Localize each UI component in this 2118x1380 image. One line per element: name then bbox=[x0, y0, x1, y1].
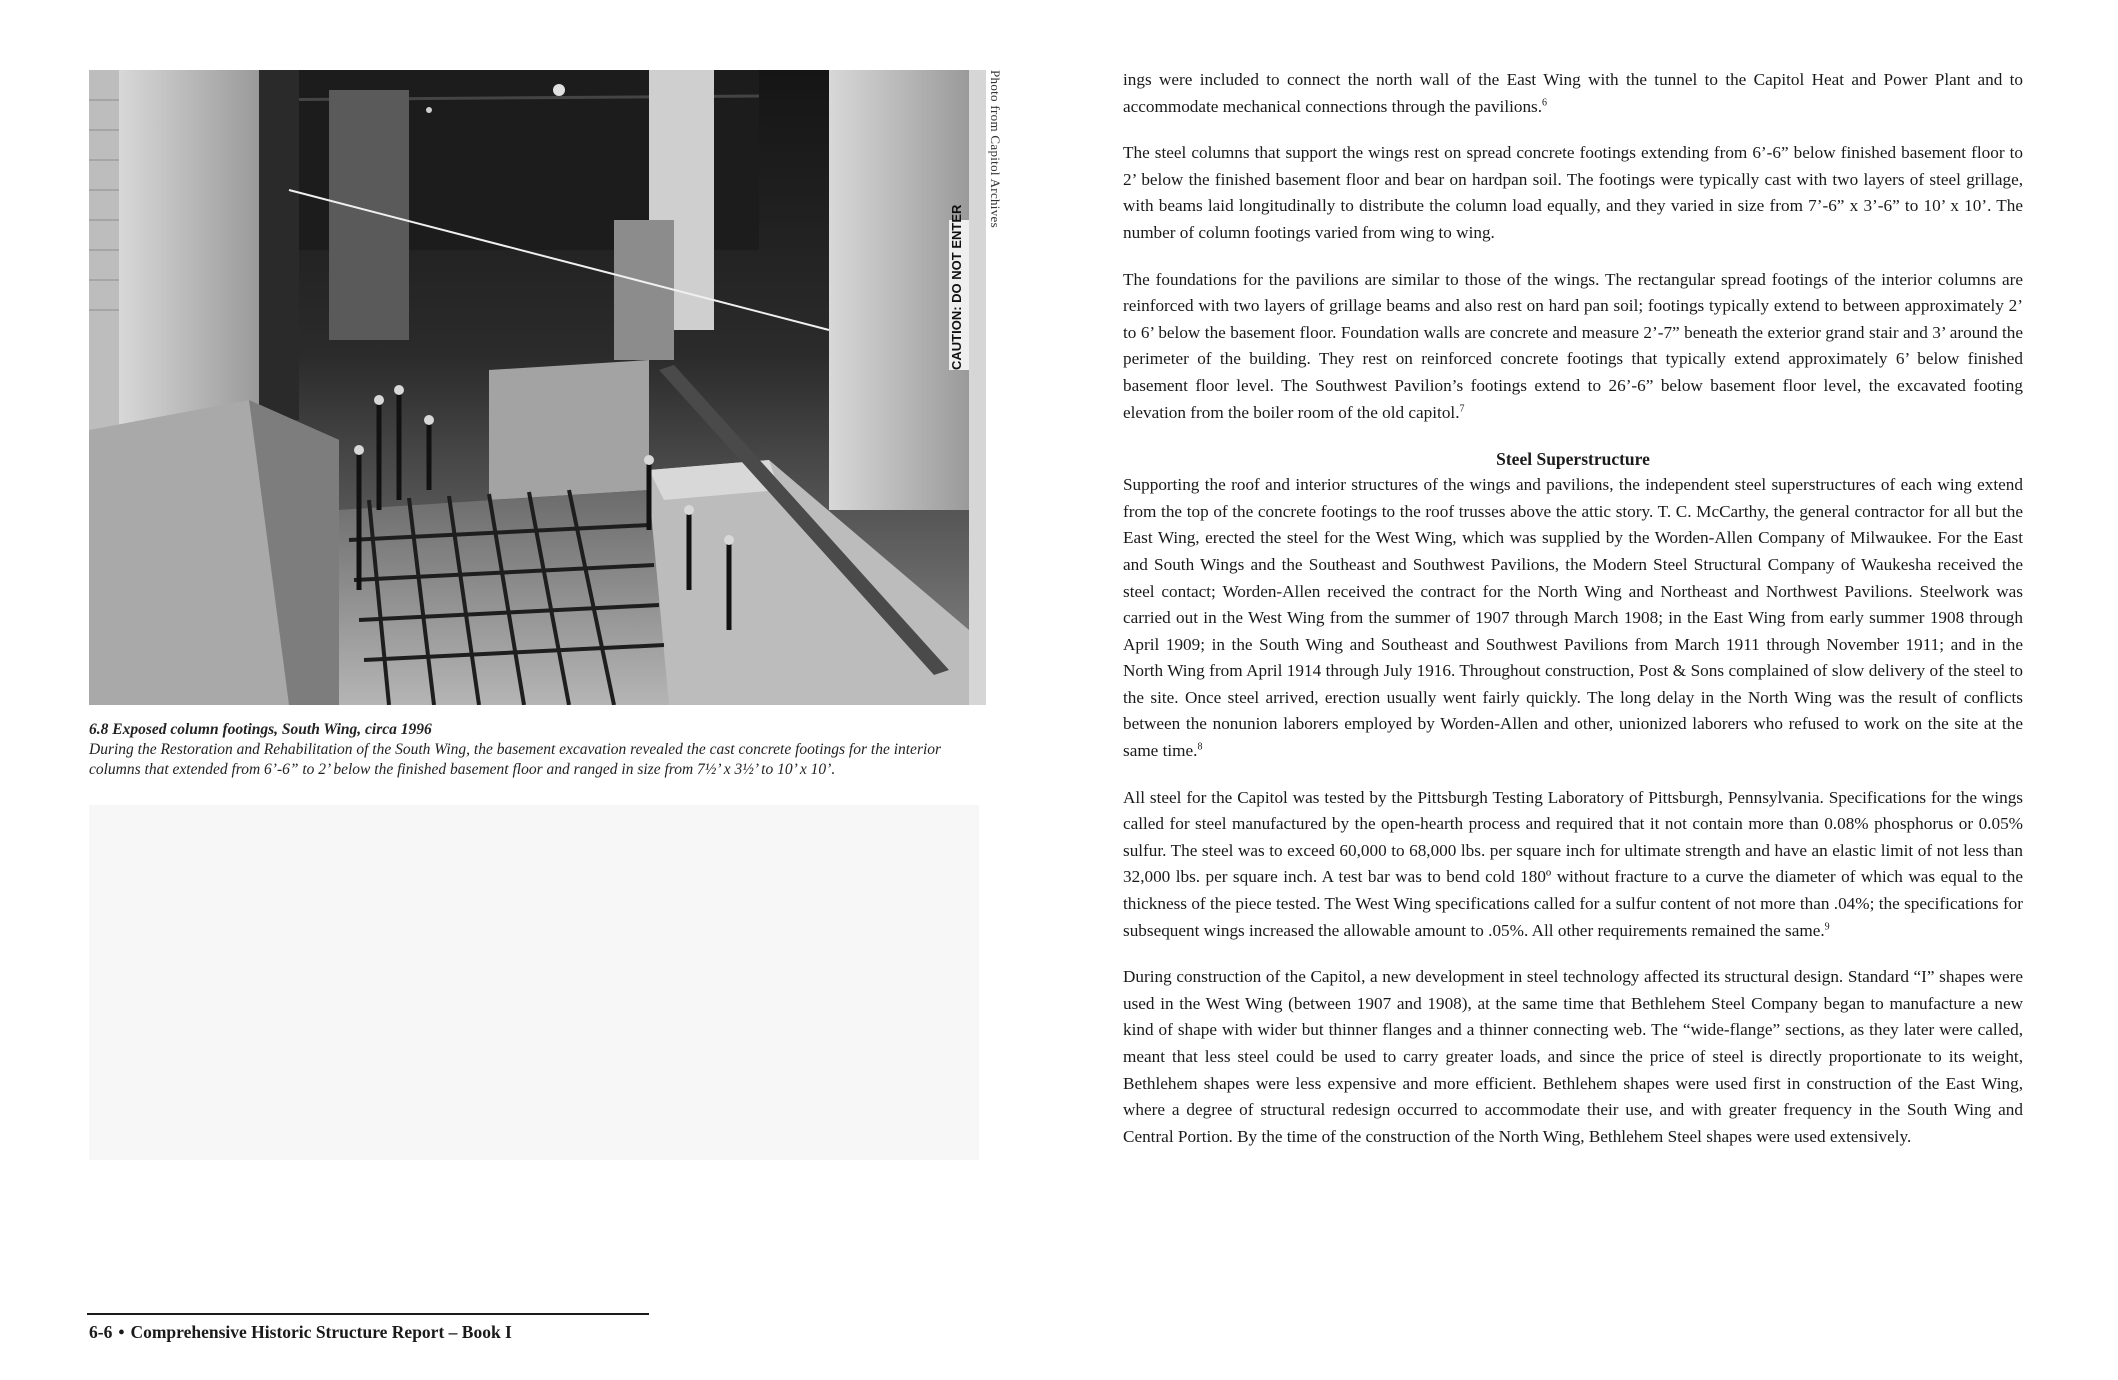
footer-rule bbox=[87, 1313, 649, 1315]
page-footer bbox=[89, 1321, 689, 1343]
caption-title: 6.8 Exposed column footings, South Wing, circa 1996 bbox=[89, 721, 432, 738]
paragraph-2-text: The steel columns that support the wings rest on spread concrete footings extending from 6’-6” below finished basement floor to 2’ below the finished basement floor and bear on hardpan soil. The footings were typically cast with two layers of steel grillage, with beams laid longitudinally to distribute the column load equally, and they varied in size from 7’-6” x 3’-6” to 10’ x 10’. The number of column footings varied from wing to wing. bbox=[1123, 143, 2023, 242]
section-heading: Steel Superstructure bbox=[1496, 449, 1650, 470]
paragraph-1 bbox=[1123, 67, 2023, 120]
body-text bbox=[1123, 67, 2023, 1170]
paragraph-6 bbox=[1123, 964, 2023, 1150]
page-number: 6-6 bbox=[89, 1322, 113, 1342]
caution-sign-text: CAUTION: DO NOT ENTER bbox=[949, 204, 964, 370]
paragraph-4 bbox=[1123, 472, 2023, 765]
footnote-7: 7 bbox=[1459, 402, 1465, 414]
paragraph-4-text: Supporting the roof and interior structures of the wings and pavilions, the independent steel superstructures of each wing extend from the top of the concrete footings to the roof trusses above the attic story. T. C. McCarthy, the general contractor for all but the East Wing, erected the steel for the West Wing, which was supplied by the Worden-Allen Company of Milwaukee. For the East and South Wings and the Southeast and Southwest Pavilions, the Modern Steel Structural Company of Waukesha received the steel contact; Worden-Allen received the contract for the North Wing and Northeast and Northwest Pavilions. Steelwork was carried out in the West Wing from the summer of 1907 through March 1908; in the East Wing from early summer 1908 through April 1909; in the South Wing and Southeast and Southwest Pavilions from March 1911 through November 1911; and in the North Wing from April 1914 through July 1916. Throughout construction, Post & Sons complained of slow delivery of the steel to the site. Once steel arrived, erection usually went fairly quickly. The long delay in the North Wing was the result of conflicts between the nonunion laborers employed by Worden-Allen and other, unionized laborers who refused to work on the site at the same time. bbox=[1123, 475, 2023, 761]
paragraph-2 bbox=[1123, 140, 2023, 246]
paragraph-3-text: The foundations for the pavilions are similar to those of the wings. The rectangular spread footings of the interior columns are reinforced with two layers of grillage beams and also rest on hard pan soil; footings typically extend to between approximately 2’ to 6’ below the basement floor. Foundation walls are concrete and measure 2’-7” beneath the exterior grand stair and 3’ around the perimeter of the building. They rest on reinforced concrete footings that typically extend approximately 6’ below finished basement floor level. The Southwest Pavilion’s footings extend to 26’-6” below basement floor level, the excavated footing elevation from the boiler room of the old capitol. bbox=[1123, 269, 2023, 422]
paragraph-1-text: ings were included to connect the north wall of the East Wing with the tunnel to the Capitol Heat and Power Plant and to accommodate mechanical connections through the pavilions. bbox=[1123, 70, 2023, 116]
photo-basement-footings bbox=[89, 70, 986, 705]
paragraph-6-text: During construction of the Capitol, a new development in steel technology affected its structural design. Standard “I” shapes were used in the West Wing (between 1907 and 1908), at the same time that Bethlehem Steel Company began to manufacture a new kind of shape with wider but thinner flanges and a thinner connecting web. The “wide-flange” sections, as they later were called, meant that less steel could be used to carry greater loads, and since the price of steel is directly proportionate to its weight, Bethlehem shapes were less expensive and more efficient. Bethlehem shapes were used first in construction of the East Wing, where a degree of structural redesign occurred to accommodate their use, and with greater frequency in the South Wing and Central Portion. By the time of the construction of the North Wing, Bethlehem Steel shapes were used extensively. bbox=[1123, 967, 2023, 1146]
figure-caption bbox=[89, 720, 989, 780]
footnote-9: 9 bbox=[1824, 920, 1830, 932]
footnote-6: 6 bbox=[1542, 96, 1548, 108]
report-title: Comprehensive Historic Structure Report – Book I bbox=[130, 1322, 512, 1342]
footer-bullet: • bbox=[118, 1322, 125, 1342]
paragraph-5-text: All steel for the Capitol was tested by the Pittsburgh Testing Laboratory of Pittsburgh, Pennsylvania. Specifications for the wings called for steel manufactured by the open-hearth process and required that it not contain more than 0.08% phosphorus or 0.05% sulfur. The steel was to exceed 60,000 to 68,000 lbs. per square inch for ultimate strength and have an elastic limit of not less than 32,000 lbs. per square inch. A test bar was to bend cold 180º without fracture to a curve the diameter of which was equal to the thickness of the piece tested. The West Wing specifications called for a sulfur content of not more than .04%; the specifications for subsequent wings increased the allowable amount to .05%. All other requirements remained the same. bbox=[1123, 787, 2023, 940]
footnote-8: 8 bbox=[1197, 741, 1203, 753]
paragraph-5 bbox=[1123, 785, 2023, 945]
figure-photo bbox=[89, 70, 986, 705]
paragraph-3 bbox=[1123, 267, 2023, 427]
scan-bleed-through bbox=[89, 805, 979, 1160]
photo-credit: Photo from Capitol Archives bbox=[988, 70, 1003, 228]
caption-body: During the Restoration and Rehabilitation of the South Wing, the basement excavation revealed the cast concrete footings for the interior columns that extended from 6’-6” to 2’ below the finished basement floor and ranged in size from 7½’ x 3½’ to 10’ x 10’. bbox=[89, 741, 942, 778]
